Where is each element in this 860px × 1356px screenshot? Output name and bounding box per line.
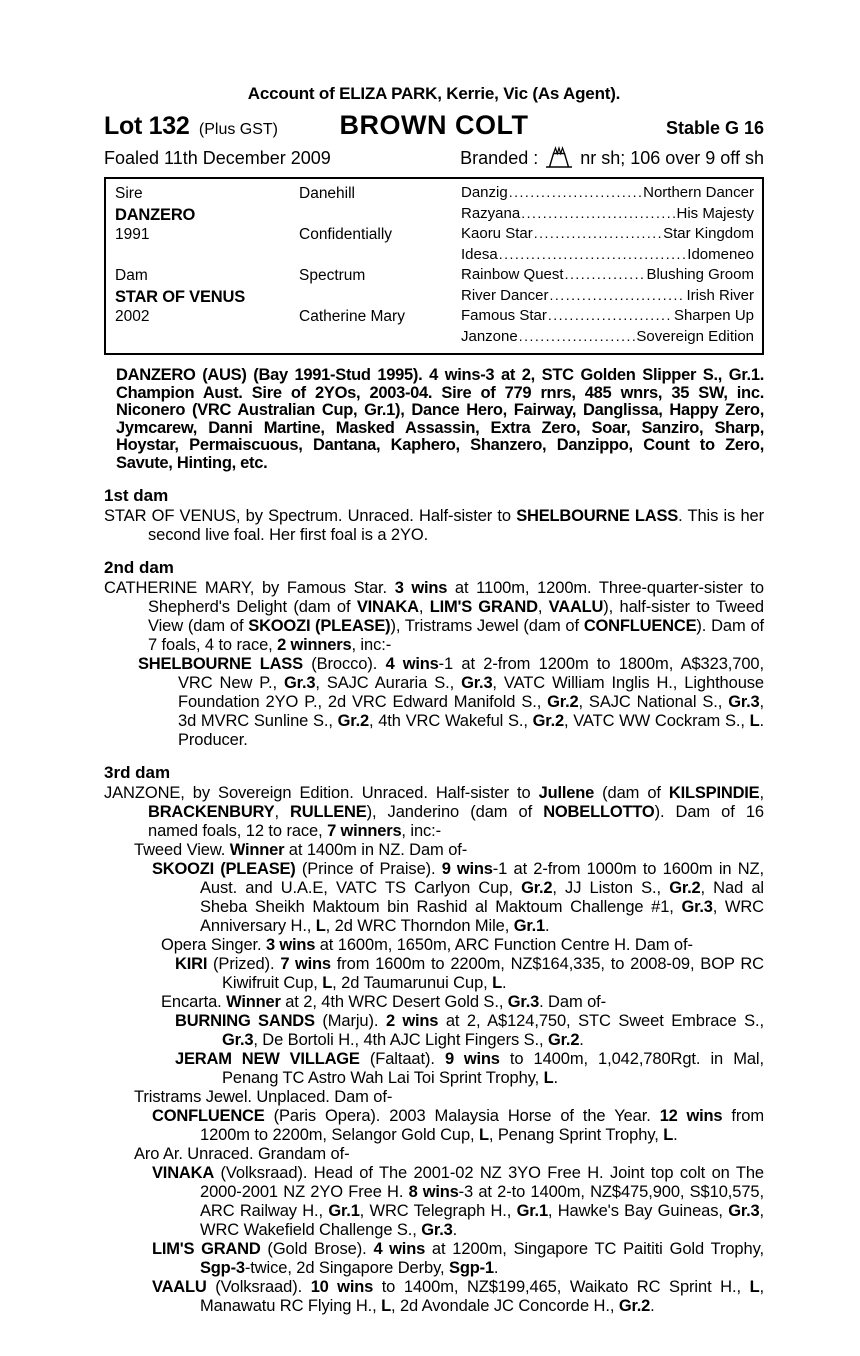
- bold-text: KIRI: [175, 954, 208, 973]
- bold-text: CONFLUENCE: [583, 616, 697, 635]
- great-grandparent-name: Idomeneo: [687, 245, 754, 263]
- sire-column: [115, 184, 299, 266]
- bold-text: VAALU: [152, 1277, 207, 1296]
- branded-info: [460, 146, 764, 170]
- bold-text: SHELBOURNE LASS: [516, 506, 679, 525]
- dam-year: 2002: [115, 308, 150, 325]
- plain-text: ,: [759, 783, 764, 802]
- plain-text: , VATC WW Cockram S.,: [563, 711, 750, 730]
- plain-text: -1 at 2-from 1200m to 1800m, A$323,700, VRC New P.,: [178, 654, 764, 692]
- plain-text: , 2d Taumarunui Cup,: [332, 973, 493, 992]
- bold-text: Winner: [226, 992, 281, 1011]
- bold-text: JERAM NEW VILLAGE: [175, 1049, 360, 1068]
- bold-text: 12 wins: [659, 1106, 723, 1125]
- plain-text: .: [673, 1125, 678, 1144]
- plain-text: , inc:-: [401, 821, 442, 840]
- pedigree-paragraph: [104, 860, 764, 936]
- grandparent-row: [461, 246, 754, 267]
- bold-text: L: [322, 973, 333, 992]
- great-grandparent-name: Sovereign Edition: [636, 327, 754, 345]
- lot-header-row: [104, 110, 764, 141]
- bold-text: L: [663, 1125, 674, 1144]
- bold-text: VINAKA: [152, 1163, 215, 1182]
- page-title: BROWN COLT: [339, 110, 529, 140]
- plain-text: Tristrams Jewel. Unplaced. Dam of-: [134, 1087, 393, 1106]
- plain-text: , De Bortoli H., 4th AJC Light Fingers S.,: [253, 1030, 548, 1049]
- plain-text: ,: [418, 597, 430, 616]
- bold-text: SKOOZI (PLEASE): [152, 859, 296, 878]
- plain-text: STAR OF VENUS, by Spectrum. Unraced. Half-sister to: [104, 506, 517, 525]
- plain-text: from 1600m to 2200m, NZ$164,335, to 2008-09, BOP RC Kiwifruit Cup,: [222, 954, 764, 992]
- plain-text: .: [650, 1296, 655, 1315]
- branded-prefix: Branded :: [460, 147, 539, 168]
- plain-text: ). Dam of 7 foals, 4 to race,: [148, 616, 765, 654]
- plain-text: , VATC William Inglis H., Lighthouse Foundation 2YO P., 2d VRC Edward Manifold S.,: [178, 673, 765, 711]
- plain-text: Tweed View.: [134, 840, 230, 859]
- plain-text: Aro Ar. Unraced. Grandam of-: [134, 1144, 350, 1163]
- plain-text: , WRC Telegraph H.,: [359, 1201, 517, 1220]
- bold-text: 9 wins: [444, 1049, 500, 1068]
- sire-name: DANZERO: [115, 205, 196, 224]
- account-line: Account of ELIZA PARK, Kerrie, Vic (As Agent).: [247, 84, 621, 103]
- plain-text: ), Janderino (dam of: [366, 802, 544, 821]
- plain-text: (Gold Brose).: [260, 1239, 374, 1258]
- pedigree-paragraph: [104, 655, 764, 750]
- bold-text: Gr.2: [618, 1296, 651, 1315]
- great-grandparent-name: Star Kingdom: [663, 225, 754, 242]
- bold-text: Gr.3: [284, 673, 316, 692]
- plain-text: (Faltaat).: [359, 1049, 445, 1068]
- bold-text: Gr.2: [337, 711, 369, 730]
- plain-text: .: [553, 1068, 558, 1087]
- plain-text: .: [545, 916, 550, 935]
- plain-text: Encarta.: [161, 992, 227, 1011]
- pedigree-paragraph: [104, 841, 764, 860]
- plain-text: . This is her second live foal. Her first foal is a 2YO.: [148, 506, 764, 544]
- plain-text: , 4th VRC Wakeful S.,: [368, 711, 533, 730]
- pedigree-paragraph: [104, 1012, 764, 1050]
- grandparent-row: [461, 328, 754, 349]
- bold-text: 7 wins: [280, 954, 331, 973]
- plain-text: at 1400m in NZ. Dam of-: [284, 840, 468, 859]
- section-heading: 3rd dam: [104, 762, 171, 782]
- dot-leader: [521, 205, 675, 222]
- plain-text: (Volksraad).: [206, 1277, 311, 1296]
- bold-text: VINAKA: [356, 597, 419, 616]
- plain-text: at 2, 4th WRC Desert Gold S.,: [280, 992, 508, 1011]
- plain-text: (Marju).: [314, 1011, 386, 1030]
- dot-leader: [534, 225, 662, 242]
- bold-text: SKOOZI (PLEASE): [248, 616, 391, 635]
- plain-text: to 1400m, 1,042,780Rgt. in Mal, Penang TC Astro Wah Lai Toi Sprint Trophy,: [222, 1049, 764, 1087]
- dam-parents-column: [299, 266, 461, 348]
- bold-text: L: [315, 916, 326, 935]
- parent-name: Confidentially: [299, 226, 393, 243]
- bold-text: LIM'S GRAND: [152, 1239, 261, 1258]
- bold-text: 7 winners: [327, 821, 402, 840]
- bold-text: RULLENE: [290, 802, 367, 821]
- bold-text: Gr.3: [222, 1030, 254, 1049]
- grandparent-name: Janzone: [461, 327, 518, 345]
- plain-text: , Hawke's Bay Guineas,: [547, 1201, 729, 1220]
- section-heading: 2nd dam: [104, 557, 174, 577]
- grandparent-name: Idesa: [461, 245, 498, 263]
- bold-text: 2 wins: [385, 1011, 439, 1030]
- grandparent-name: River Dancer: [461, 286, 549, 304]
- plain-text: JANZONE, by Sovereign Edition. Unraced. Half-sister to: [104, 783, 539, 802]
- bold-text: L: [749, 711, 760, 730]
- bold-text: 8 wins: [408, 1182, 459, 1201]
- great-grandparent-name: Sharpen Up: [673, 307, 754, 324]
- section-heading: 1st dam: [104, 485, 169, 505]
- plain-text: , 2d WRC Thorndon Mile,: [325, 916, 514, 935]
- bold-text: SHELBOURNE LASS: [138, 654, 303, 673]
- plain-text: , 3d MVRC Sunline S.,: [178, 692, 764, 730]
- plain-text: , Manawatu RC Flying H.,: [200, 1277, 764, 1315]
- bold-text: Gr.1: [516, 1201, 548, 1220]
- plain-text: , WRC Anniversary H.,: [200, 897, 764, 935]
- bold-text: Gr.2: [669, 878, 701, 897]
- pedigree-paragraph: [104, 1240, 764, 1278]
- plain-text: (Paris Opera). 2003 Malaysia Horse of the Year.: [264, 1106, 660, 1125]
- lot-number: Lot 132: [104, 112, 190, 140]
- bold-text: BRACKENBURY: [148, 802, 275, 821]
- dam-block: [115, 266, 754, 348]
- dot-leader: [509, 184, 642, 201]
- grandparent-row: [461, 266, 754, 287]
- bold-text: L: [479, 1125, 489, 1144]
- pedigree-paragraph: [104, 993, 764, 1012]
- sire-summary: DANZERO (AUS) (Bay 1991-Stud 1995). 4 wins-3 at 2, STC Golden Slipper S., Gr.1. Champion Aust. Sire of 2YOs, 2003-04. Sire of 779 rnrs, 485 wnrs, 35 SW, inc. Niconero (VRC Australian Cup, Gr.1), Dance Hero, Fairway, Danglissa, Happy Zero, Jymcarew, Danni Martine, Masked Assassin, Extra Zero, Soar, Sanziro, Sharp, Hoystar, Permaiscuous, Dantana, Kaphero, Shanzero, Danzippo, Count to Zero, Savute, Hinting, etc.: [116, 366, 764, 472]
- bold-text: 9 wins: [441, 859, 493, 878]
- bold-text: BURNING SANDS: [175, 1011, 315, 1030]
- dot-leader: [565, 266, 646, 283]
- plain-text: (Prized).: [207, 954, 281, 973]
- bold-text: Gr.2: [521, 878, 553, 897]
- dot-leader: [548, 307, 673, 324]
- dam-grandparents-column: [461, 266, 754, 348]
- grandparent-name: Famous Star: [461, 307, 547, 324]
- great-grandparent-name: Irish River: [686, 286, 754, 304]
- plain-text: .: [579, 1030, 584, 1049]
- pedigree-paragraph: [104, 1278, 764, 1316]
- plain-text: at 1600m, 1650m, ARC Function Centre H. Dam of-: [315, 935, 693, 954]
- pedigree-paragraph: [104, 1145, 764, 1164]
- bold-text: LIM'S GRAND: [429, 597, 538, 616]
- plain-text: ), half-sister to Tweed View (dam of: [148, 597, 765, 635]
- bold-text: Gr.3: [461, 673, 493, 692]
- plain-text: (Prince of Praise).: [295, 859, 442, 878]
- parent-name: Spectrum: [299, 267, 366, 284]
- bold-text: 3 wins: [266, 935, 316, 954]
- plain-text: ,: [274, 802, 291, 821]
- parent-name: Danehill: [299, 185, 356, 202]
- sire-grandparents-column: [461, 184, 754, 266]
- grandparent-row: [461, 205, 754, 226]
- dam-role: Dam: [115, 267, 148, 284]
- pedigree-paragraph: [104, 579, 764, 655]
- bold-text: L: [381, 1296, 391, 1315]
- plain-text: .: [502, 973, 507, 992]
- dam-column: [115, 266, 299, 348]
- grandparent-name: Razyana: [461, 204, 521, 222]
- pedigree-paragraph: [104, 507, 764, 545]
- foal-brand-row: [104, 146, 764, 170]
- pedigree-paragraph: [104, 784, 764, 841]
- bold-text: Sgp-3: [200, 1258, 245, 1277]
- bold-text: 2 winners: [277, 635, 352, 654]
- bold-text: 4 wins: [373, 1239, 426, 1258]
- bold-text: 3 wins: [394, 578, 448, 597]
- plain-text: -1 at 2-from 1000m to 1600m in NZ, Aust. and U.A.E, VATC TS Carlyon Cup,: [200, 859, 764, 897]
- bold-text: L: [543, 1068, 554, 1087]
- bold-text: 4 wins: [385, 654, 439, 673]
- bold-text: L: [749, 1277, 760, 1296]
- plain-text: from 1200m to 2200m, Selangor Gold Cup,: [200, 1106, 765, 1144]
- bold-text: Gr.2: [547, 1030, 580, 1049]
- plain-text: ,: [537, 597, 549, 616]
- plain-text: (dam of: [594, 783, 669, 802]
- bold-text: Gr.3: [728, 1201, 760, 1220]
- grandparent-name: Rainbow Quest: [461, 266, 564, 283]
- bold-text: VAALU: [548, 597, 604, 616]
- grandparent-row: [461, 225, 754, 246]
- sire-year: 1991: [115, 226, 150, 243]
- plain-text: at 2, A$124,750, STC Sweet Embrace S.,: [438, 1011, 764, 1030]
- bold-text: Jullene: [538, 783, 595, 802]
- plain-text: .: [452, 1220, 458, 1239]
- plain-text: , inc:-: [351, 635, 392, 654]
- dot-leader: [519, 328, 636, 345]
- bold-text: CONFLUENCE: [152, 1106, 265, 1125]
- grandparent-name: Kaoru Star: [461, 225, 533, 242]
- plain-text: (Volksraad). Head of The 2001-02 NZ 3YO Free H. Joint top colt on The 2000-2001 NZ 2YO Free H.: [200, 1163, 764, 1201]
- bold-text: Gr.2: [547, 692, 579, 711]
- dam-name: STAR OF VENUS: [115, 287, 246, 306]
- dam-sections: [104, 486, 764, 1316]
- plain-text: at 1200m, Singapore TC Paititi Gold Trophy,: [425, 1239, 764, 1258]
- plain-text: , JJ Liston S.,: [552, 878, 670, 897]
- bold-text: 10 wins: [310, 1277, 374, 1296]
- foaled-date: Foaled 11th December 2009: [104, 147, 331, 168]
- plain-text: , WRC Wakefield Challenge S.,: [200, 1201, 764, 1239]
- pedigree-paragraph: [104, 1107, 764, 1145]
- great-grandparent-name: Northern Dancer: [643, 184, 754, 201]
- bold-text: Gr.3: [507, 992, 540, 1011]
- plain-text: CATHERINE MARY, by Famous Star.: [104, 578, 395, 597]
- plain-text: .: [493, 1258, 499, 1277]
- great-grandparent-name: His Majesty: [676, 204, 754, 222]
- pedigree-paragraph: [104, 1088, 764, 1107]
- grandparent-name: Danzig: [461, 184, 508, 201]
- bold-text: Gr.1: [513, 916, 546, 935]
- plain-text: at 1100m, 1200m. Three-quarter-sister to Shepherd's Delight (dam of: [148, 578, 764, 616]
- plain-text: , Nad al Sheba Sheikh Maktoum bin Rashid al Maktoum Challenge #1,: [200, 878, 764, 916]
- bold-text: Sgp-1: [449, 1258, 494, 1277]
- plain-text: to 1400m, NZ$199,465, Waikato RC Sprint H.,: [373, 1277, 750, 1296]
- bold-text: Gr.1: [328, 1201, 360, 1220]
- bold-text: Gr.3: [421, 1220, 453, 1239]
- pedigree-paragraph: [104, 936, 764, 955]
- brand-mark-icon: [543, 146, 575, 170]
- bold-text: L: [492, 973, 503, 992]
- plain-text: , Penang Sprint Trophy,: [488, 1125, 664, 1144]
- grandparent-row: [461, 307, 754, 328]
- bold-text: Gr.2: [532, 711, 564, 730]
- stable-label: Stable G 16: [665, 118, 764, 138]
- dot-leader: [550, 287, 686, 304]
- great-grandparent-name: Blushing Groom: [646, 266, 754, 283]
- sire-role: Sire: [115, 185, 143, 202]
- lot-gst-note: (Plus GST): [198, 121, 279, 138]
- plain-text: , SAJC National S.,: [578, 692, 729, 711]
- sire-parents-column: [299, 184, 461, 266]
- grandparent-row: [461, 184, 754, 205]
- branded-suffix: nr sh; 106 over 9 off sh: [580, 147, 764, 168]
- grandparent-row: [461, 287, 754, 308]
- plain-text: , SAJC Auraria S.,: [315, 673, 462, 692]
- pedigree-table: [104, 177, 764, 355]
- plain-text: . Producer.: [178, 711, 764, 749]
- plain-text: ). Dam of 16 named foals, 12 to race,: [148, 802, 765, 840]
- bold-text: NOBELLOTTO: [543, 802, 655, 821]
- bold-text: Gr.3: [681, 897, 713, 916]
- plain-text: -twice, 2d Singapore Derby,: [244, 1258, 450, 1277]
- pedigree-paragraph: [104, 955, 764, 993]
- lot-left: [104, 112, 340, 141]
- pedigree-paragraph: [104, 1050, 764, 1088]
- dot-leader: [499, 246, 687, 263]
- bold-text: Winner: [229, 840, 285, 859]
- parent-name: Catherine Mary: [299, 308, 405, 325]
- bold-text: Gr.3: [728, 692, 760, 711]
- plain-text: Opera Singer.: [161, 935, 266, 954]
- plain-text: (Brocco).: [302, 654, 386, 673]
- pedigree-paragraph: [104, 1164, 764, 1240]
- plain-text: . Dam of-: [539, 992, 607, 1011]
- plain-text: ), Tristrams Jewel (dam of: [390, 616, 584, 635]
- plain-text: , 2d Avondale JC Concorde H.,: [390, 1296, 619, 1315]
- plain-text: -3 at 2-to 1400m, NZ$475,900, S$10,575, ARC Railway H.,: [200, 1182, 764, 1220]
- bold-text: KILSPINDIE: [668, 783, 760, 802]
- sire-block: [115, 184, 754, 266]
